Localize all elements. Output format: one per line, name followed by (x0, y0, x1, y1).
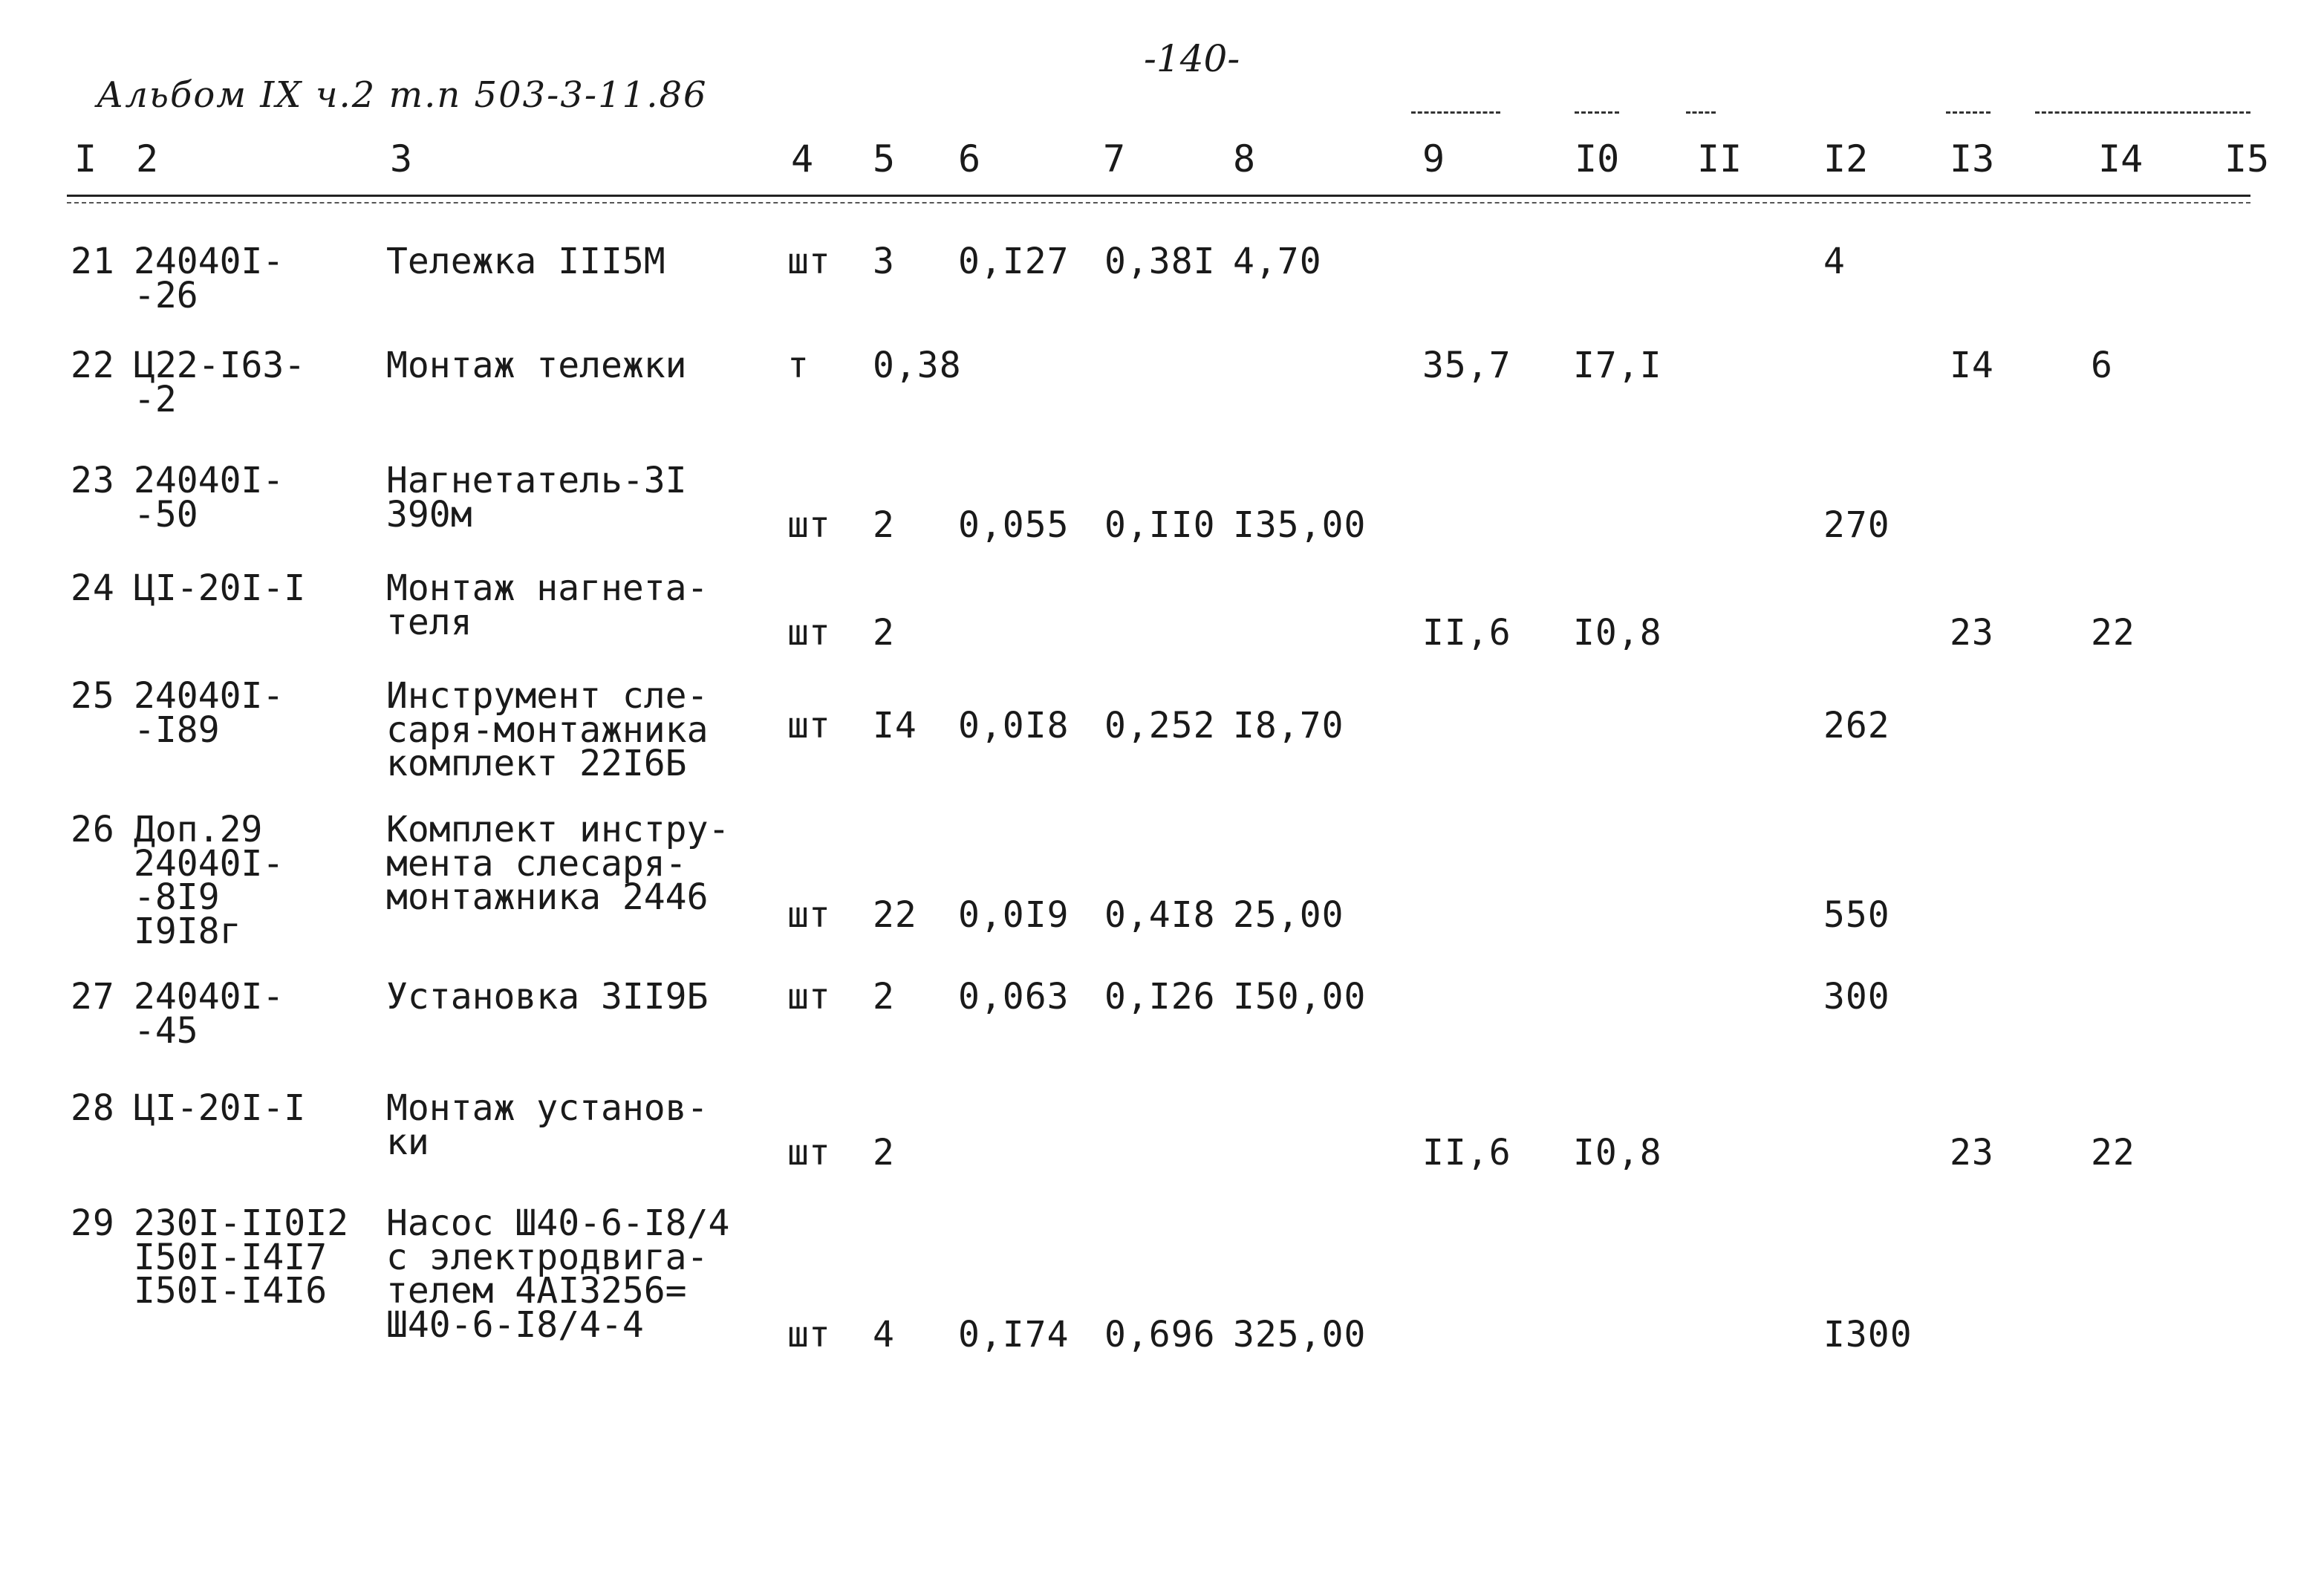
row-col8: I35,00 (1233, 504, 1367, 546)
header-dash (1686, 111, 1716, 116)
row-code: Ц22-I63- -2 (134, 345, 306, 420)
row-col8: 4,70 (1233, 241, 1322, 282)
row-number: 29 (71, 1202, 115, 1244)
row-name: Тележка III5М (386, 241, 665, 282)
row-col13: 23 (1950, 612, 1994, 654)
row-number: 21 (71, 241, 115, 282)
album-reference: Альбом IX ч.2 т.п 503-3-11.86 (97, 74, 708, 116)
row-col8: I50,00 (1233, 976, 1367, 1018)
row-unit: шт (787, 705, 830, 746)
row-code: ЦI-20I-I (134, 1087, 306, 1129)
row-number: 25 (71, 675, 115, 717)
row-qty: 2 (873, 976, 895, 1018)
row-col6: 0,I27 (958, 241, 1070, 282)
row-col9: II,6 (1422, 1132, 1511, 1173)
row-col14: 6 (2091, 345, 2113, 386)
col-header-2: 2 (136, 137, 159, 180)
row-code: 24040I- -26 (134, 241, 284, 316)
col-header-8: 8 (1233, 137, 1256, 180)
row-qty: I4 (873, 705, 917, 746)
col-header-9: 9 (1422, 137, 1445, 180)
row-col7: 0,696 (1104, 1314, 1216, 1355)
row-code: 24040I- -45 (134, 976, 284, 1052)
row-number: 22 (71, 345, 115, 386)
row-number: 27 (71, 976, 115, 1018)
row-col10: I0,8 (1573, 612, 1662, 654)
row-col12: I300 (1823, 1314, 1913, 1355)
col-header-6: 6 (958, 137, 981, 180)
row-code: Доп.29 24040I- -8I9 I9I8г (134, 809, 284, 952)
row-col9: II,6 (1422, 612, 1511, 654)
col-header-10: I0 (1575, 137, 1620, 180)
row-name: Нагнетатель-3I 390м (386, 460, 687, 535)
row-unit: шт (787, 1132, 830, 1173)
row-number: 24 (71, 567, 115, 609)
header-rule (67, 195, 2250, 197)
row-qty: 22 (873, 894, 917, 936)
col-header-12: I2 (1823, 137, 1869, 180)
row-col7: 0,I26 (1104, 976, 1216, 1018)
row-unit: шт (787, 241, 830, 282)
row-unit: шт (787, 1314, 830, 1355)
row-col7: 0,4I8 (1104, 894, 1216, 936)
header-dash (1575, 111, 1619, 116)
row-number: 26 (71, 809, 115, 850)
row-qty: 3 (873, 241, 895, 282)
row-unit: шт (787, 976, 830, 1018)
row-col12: 550 (1823, 894, 1890, 936)
row-name: Монтаж тележки (386, 345, 687, 386)
col-header-5: 5 (873, 137, 896, 180)
row-col8: I8,70 (1233, 705, 1344, 746)
col-header-13: I3 (1950, 137, 1995, 180)
row-col7: 0,38I (1104, 241, 1216, 282)
row-number: 28 (71, 1087, 115, 1129)
row-col7: 0,II0 (1104, 504, 1216, 546)
row-qty: 2 (873, 504, 895, 546)
row-col14: 22 (2091, 612, 2135, 654)
row-qty: 4 (873, 1314, 895, 1355)
row-col12: 300 (1823, 976, 1890, 1018)
header-dashed-rule (67, 202, 2250, 204)
row-col8: 325,00 (1233, 1314, 1367, 1355)
row-col6: 0,055 (958, 504, 1070, 546)
row-qty: 2 (873, 612, 895, 654)
header-dash (1411, 111, 1500, 116)
row-col13: I4 (1950, 345, 1994, 386)
col-header-11: II (1697, 137, 1742, 180)
row-col13: 23 (1950, 1132, 1994, 1173)
col-header-15: I5 (2224, 137, 2270, 180)
row-unit: шт (787, 504, 830, 546)
header-dash (2035, 111, 2250, 116)
row-qty: 2 (873, 1132, 895, 1173)
row-col9: 35,7 (1422, 345, 1511, 386)
row-unit: шт (787, 612, 830, 654)
row-unit: т (787, 345, 809, 386)
col-header-14: I4 (2098, 137, 2144, 180)
row-col12: 4 (1823, 241, 1846, 282)
row-name: Монтаж установ- ки (386, 1087, 709, 1163)
row-col6: 0,I74 (958, 1314, 1070, 1355)
header-dash (1946, 111, 1991, 116)
row-name: Установка 3II9Б (386, 976, 709, 1018)
row-number: 23 (71, 460, 115, 501)
row-col8: 25,00 (1233, 894, 1344, 936)
row-col14: 22 (2091, 1132, 2135, 1173)
row-code: 24040I- -I89 (134, 675, 284, 751)
row-col7: 0,252 (1104, 705, 1216, 746)
col-header-1: I (74, 137, 97, 180)
row-unit: шт (787, 894, 830, 936)
row-qty: 0,38 (873, 345, 962, 386)
col-header-7: 7 (1103, 137, 1126, 180)
row-code: ЦI-20I-I (134, 567, 306, 609)
row-col6: 0,0I8 (958, 705, 1070, 746)
row-name: Комплект инстру- мента слесаря- монтажника 2446 (386, 809, 730, 919)
row-code: 24040I- -50 (134, 460, 284, 535)
col-header-3: 3 (390, 137, 413, 180)
row-col12: 270 (1823, 504, 1890, 546)
row-name: Насос Ш40-6-I8/4 с электродвига- телем 4AI3256= Ш40-6-I8/4-4 (386, 1202, 730, 1346)
row-code: 230I-II0I2 I50I-I4I7 I50I-I4I6 (134, 1202, 348, 1312)
row-col12: 262 (1823, 705, 1890, 746)
page-number: -140- (1144, 37, 1240, 80)
row-name: Монтаж нагнета- теля (386, 567, 709, 643)
row-col10: I7,I (1573, 345, 1662, 386)
row-col6: 0,0I9 (958, 894, 1070, 936)
col-header-4: 4 (791, 137, 814, 180)
row-col10: I0,8 (1573, 1132, 1662, 1173)
row-col6: 0,063 (958, 976, 1070, 1018)
row-name: Инструмент сле- саря-монтажника комплект 22I6Б (386, 675, 709, 785)
